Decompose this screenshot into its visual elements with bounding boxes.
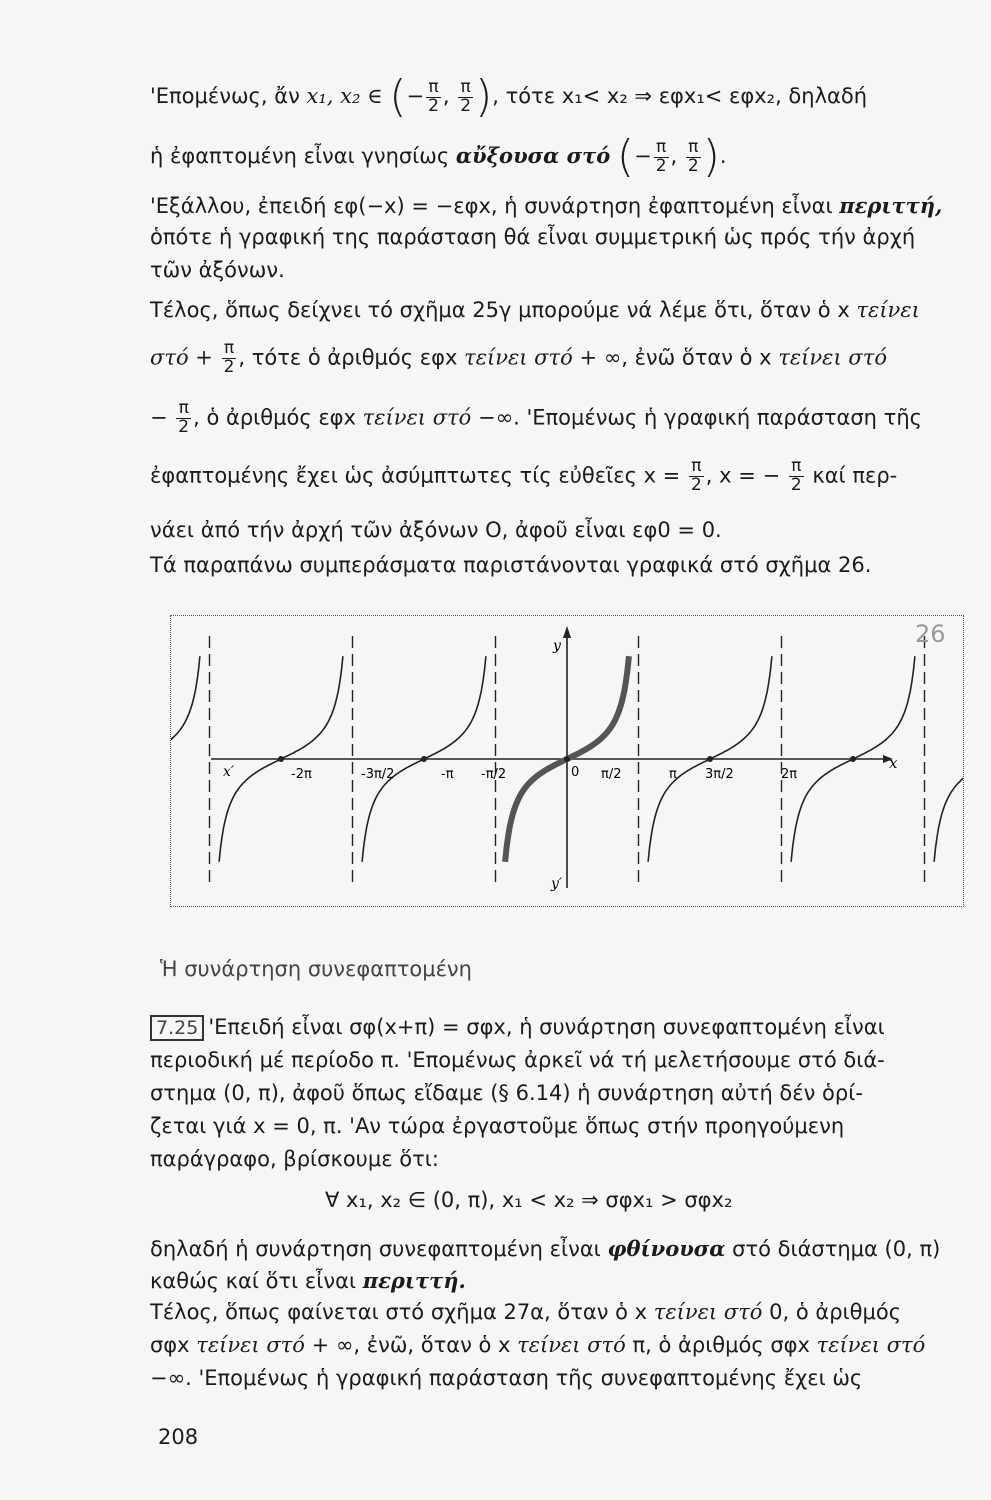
text-segment: Τέλος, ὅπως δείχνει τό σχῆμα 25γ μπορούμε νά λέμε ὅτι, ὅταν ὁ x	[150, 298, 850, 322]
italic-term: τείνει στό	[653, 1300, 763, 1324]
figure-number: 26	[915, 620, 946, 648]
tick-label: -π/2	[481, 767, 507, 782]
y-axis-arrow	[563, 626, 571, 638]
section-p5: παράγραφο, βρίσκουμε ὅτι:	[150, 1147, 439, 1171]
italic-term: τείνει στό	[196, 1333, 305, 1357]
bold-term: φθίνουσα	[607, 1236, 726, 1261]
text-segment: −∞. 'Επομένως ἡ γραφική παράσταση τῆς	[478, 405, 922, 430]
fraction-pi-2: $\frac{\pi}{2}$	[460, 76, 472, 116]
text-line-6	[150, 298, 920, 322]
math-vars: x₁, x₂ ∈	[306, 84, 383, 108]
text-segment: 'Επομένως, ἄν	[150, 84, 300, 108]
text-segment: + ∞, ἐνῶ ὅταν ὁ x	[579, 345, 772, 370]
text-line-7	[150, 340, 887, 377]
x-prime-label: x′	[223, 764, 235, 780]
tick-label: 3π/2	[705, 767, 734, 782]
text-segment: καθώς καί ὅτι εἶναι	[150, 1269, 357, 1293]
text-segment: στό διάστημα (0, π)	[732, 1237, 941, 1261]
figure-26	[170, 615, 964, 907]
italic-term: τείνει στό	[362, 405, 472, 430]
section-p4: ζεται γιά x = 0, π. 'Αν τώρα ἐργαστοῦμε ὅπως στήν προηγούμενη	[150, 1114, 845, 1138]
tick-label: -3π/2	[361, 767, 395, 782]
tangent-graph	[171, 616, 963, 906]
text-segment: δηλαδή ἡ συνάρτηση συνεφαπτομένη εἶναι	[150, 1237, 601, 1261]
italic-term: τείνει	[856, 298, 920, 322]
fraction-pi-2: $\frac{\pi}{2}$	[790, 456, 802, 495]
section-p8	[150, 1300, 901, 1324]
tangent-branch	[934, 656, 963, 862]
text-line-11: Τά παραπάνω συμπεράσματα παριστάνονται γραφικά στό σχῆμα 26.	[150, 553, 872, 577]
text-segment: σφx	[150, 1333, 190, 1357]
text-line-1: 'Επομένως, ἄν x₁, x₂ ∈ (− $\frac{\pi}{2}$ , $\frac{\pi}{2}$ ), τότε x₁< x₂ ⇒ εφx₁< εφx₂, δηλαδή	[150, 71, 868, 122]
italic-term: τείνει στό	[816, 1333, 926, 1357]
section-p10: −∞. 'Επομένως ἡ γραφική παράσταση τῆς συνεφαπτομένης ἔχει ὡς	[150, 1366, 863, 1390]
zero-point	[707, 756, 713, 762]
zero-point	[278, 756, 284, 762]
italic-term: τείνει στό	[464, 345, 573, 370]
zero-point	[564, 756, 570, 762]
tick-label: π/2	[601, 767, 622, 782]
fraction-pi-2: $\frac{\pi}{2}$	[687, 136, 699, 176]
fraction-pi-2: $\frac{\pi}{2}$	[223, 338, 235, 377]
section-p3: στημα (0, π), ἀφοῦ ὅπως εἴδαμε (§ 6.14) ἡ συνάρτηση αὐτή δέν ὁρί-	[150, 1081, 863, 1105]
italic-term: τείνει στό	[778, 345, 887, 370]
fraction-pi-2: $\frac{\pi}{2}$	[428, 76, 439, 116]
text-line-3	[150, 193, 942, 218]
text-segment: τότε x₁< x₂ ⇒ εφx₁< εφx₂, δηλαδή	[505, 84, 868, 108]
zero-point	[421, 756, 427, 762]
left-paren: (	[616, 131, 635, 182]
page-number: 208	[158, 1425, 199, 1449]
right-paren: )	[475, 71, 493, 122]
bold-term: περιττή,	[839, 193, 943, 218]
text-segment: −	[150, 405, 168, 430]
text-line-8	[150, 400, 922, 437]
text-segment: καί περ-	[812, 463, 898, 488]
text-segment: , ὁ ἀριθμός εφx	[193, 405, 356, 430]
fraction-pi-2: $\frac{\pi}{2}$	[178, 398, 190, 437]
tick-label: -2π	[291, 767, 312, 782]
tangent-branch	[171, 656, 200, 862]
tick-label: 2π	[781, 767, 798, 782]
x-label: x	[889, 754, 898, 772]
text-segment: + ∞, ἐνῶ, ὅταν ὁ x	[311, 1333, 511, 1357]
section-formula: ∀ x₁, x₂ ∈ (0, π), x₁ < x₂ ⇒ σφx₁ > σφx₂	[325, 1188, 733, 1212]
text-line-2: ἡ ἐφαπτομένη εἶναι γνησίως αὔξουσα στό (− $\frac{\pi}{2}$ , $\frac{\pi}{2}$ ).	[150, 131, 727, 182]
fraction-pi-2: $\frac{\pi}{2}$	[690, 456, 702, 495]
text-segment: π, ὁ ἀριθμός σφx	[632, 1333, 810, 1357]
text-segment: 0, ὁ ἀριθμός	[769, 1300, 902, 1324]
section-p7	[150, 1268, 466, 1293]
bold-term: αὔξουσα στό	[455, 143, 611, 168]
text-segment: 'Επειδή εἶναι σφ(x+π) = σφx, ἡ συνάρτηση συνεφαπτομένη εἶναι	[208, 1015, 885, 1039]
fraction-pi-2: $\frac{\pi}{2}$	[655, 136, 667, 176]
text-segment: , τότε ὁ ἀριθμός εφx	[238, 345, 458, 370]
text-segment: ἡ ἐφαπτομένη εἶναι γνησίως	[150, 144, 450, 168]
text-segment: ἐφαπτομένης ἔχει ὡς ἀσύμπτωτες τίς εὐθεῖες x =	[150, 463, 681, 488]
section-p9	[150, 1333, 925, 1357]
zero-point	[850, 756, 856, 762]
text-segment: 'Εξάλλου, ἐπειδή εφ(−x) = −εφx, ἡ συνάρτηση ἐφαπτομένη εἶναι	[150, 194, 833, 218]
bold-term: περιττή.	[362, 1268, 466, 1293]
section-heading: Ἡ συνάρτηση συνεφαπτομένη	[160, 957, 472, 981]
y-label: y	[553, 638, 561, 654]
italic-term: στό +	[150, 345, 213, 370]
text-segment: Τέλος, ὅπως φαίνεται στό σχῆμα 27α, ὅταν ὁ x	[150, 1300, 648, 1324]
section-number: 7.25	[150, 1015, 204, 1041]
section-p2: περιοδική μέ περίοδο π. 'Επομένως ἀρκεῖ νά τή μελετήσουμε στό διά-	[150, 1048, 885, 1072]
italic-term: τείνει στό	[517, 1333, 626, 1357]
origin-label: 0	[571, 765, 580, 780]
right-paren: )	[702, 131, 720, 182]
section-p1	[150, 1015, 885, 1041]
tick-label: -π	[441, 767, 454, 782]
text-line-4: ὁπότε ἡ γραφική της παράσταση θά εἶναι συμμετρική ὡς πρός τήν ἀρχή	[150, 225, 916, 249]
text-segment: , x = −	[705, 463, 781, 488]
y-prime-label: y′	[551, 876, 563, 892]
tick-label: π	[669, 767, 677, 782]
text-line-10: νάει ἀπό τήν ἀρχή τῶν ἀξόνων O, ἀφοῦ εἶναι εφ0 = 0.	[150, 518, 722, 542]
text-line-5: τῶν ἀξόνων.	[150, 258, 285, 282]
text-line-9	[150, 458, 897, 495]
section-p6	[150, 1236, 940, 1261]
left-paren: (	[389, 71, 407, 122]
